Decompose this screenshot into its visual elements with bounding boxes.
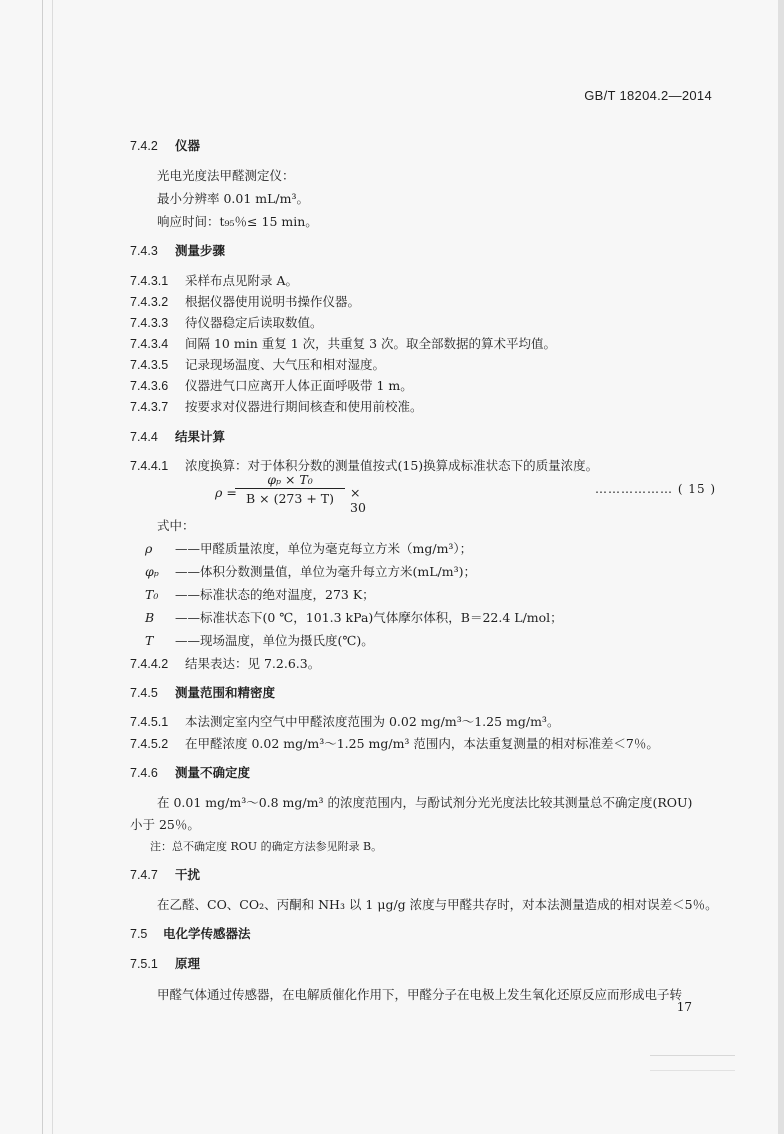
heading-7-4-4: [130, 427, 225, 445]
variable-symbol: T₀: [145, 587, 159, 602]
formula-multiplier: × 30: [350, 485, 366, 515]
variable-symbol: φₚ: [145, 564, 159, 579]
heading-7-4-7: [130, 865, 200, 883]
definition-row: [145, 585, 375, 603]
definition-row: [145, 631, 374, 649]
section-number: 7.4.7: [130, 868, 158, 882]
step-item: [130, 376, 413, 394]
step-number: 7.4.3.7: [130, 400, 169, 414]
formula-fraction: [235, 472, 345, 506]
definition-row: [145, 539, 472, 557]
step-text: 待仪器稳定后读取数值。: [185, 315, 323, 330]
section-title: 干扰: [175, 868, 201, 882]
heading-7-4-2: [130, 136, 200, 154]
clause-text: 本法测定室内空气中甲醛浓度范围为 0.02 mg/m³～1.25 mg/m³。: [185, 714, 560, 729]
step-item: [130, 271, 298, 289]
step-number: 7.4.3.6: [130, 379, 169, 393]
step-item: [130, 355, 385, 373]
heading-7-4-6: [130, 763, 250, 781]
where-label: 式中：: [157, 518, 195, 533]
step-number: 7.4.3.1: [130, 274, 169, 288]
formula-lhs: ρ =: [215, 485, 237, 500]
section-title: 结果计算: [175, 430, 226, 444]
uncertainty-line-1: 在 0.01 mg/m³～0.8 mg/m³ 的浓度范围内，与酚试剂分光光度法比较其测量总不确定度(ROU): [157, 795, 693, 810]
footer-line: [650, 1070, 735, 1071]
section-number: 7.5: [130, 927, 148, 941]
section-title: 测量不确定度: [175, 766, 251, 780]
clause-7-4-5-1: [130, 712, 559, 730]
binding-line: [52, 0, 53, 1134]
section-number: 7.4.4: [130, 430, 158, 444]
step-number: 7.4.3.2: [130, 295, 169, 309]
footer-line: [650, 1055, 735, 1056]
section-number: 7.4.2: [130, 139, 158, 153]
principle-text: 甲醛气体通过传感器，在电解质催化作用下，甲醛分子在电极上发生氧化还原反应而形成电子转: [157, 987, 683, 1002]
clause-number: 7.4.5.2: [130, 737, 169, 751]
step-item: [130, 313, 323, 331]
heading-7-5: [130, 924, 251, 942]
clause-number: 7.4.4.1: [130, 459, 169, 473]
section-number: 7.4.5: [130, 686, 158, 700]
variable-description: ——现场温度，单位为摄氏度(℃)。: [175, 633, 374, 648]
clause-text: 结果表达：见 7.2.6.3。: [185, 656, 321, 671]
step-text: 记录现场温度、大气压和相对湿度。: [185, 357, 386, 372]
clause-text: 在甲醛浓度 0.02 mg/m³～1.25 mg/m³ 范围内，本法重复测量的相对标准差＜7％。: [185, 736, 659, 751]
step-item: [130, 334, 556, 352]
variable-symbol: B: [145, 610, 155, 625]
step-item: [130, 292, 360, 310]
step-number: 7.4.3.3: [130, 316, 169, 330]
step-text: 根据仪器使用说明书操作仪器。: [185, 294, 361, 309]
step-text: 间隔 10 min 重复 1 次，共重复 3 次。取全部数据的算术平均值。: [185, 336, 557, 351]
clause-7-4-4-1: [130, 456, 598, 474]
page-edge: [778, 0, 784, 1134]
instrument-line-3: 响应时间：t₉₅％≤ 15 min。: [157, 214, 318, 229]
section-title: 电化学传感器法: [163, 927, 251, 941]
step-text: 采样布点见附录 A。: [185, 273, 299, 288]
section-number: 7.5.1: [130, 957, 158, 971]
instrument-line-2: 最小分辨率 0.01 mL/m³。: [157, 191, 310, 206]
step-number: 7.4.3.5: [130, 358, 169, 372]
page-number: 17: [676, 1000, 692, 1014]
heading-7-4-5: [130, 683, 275, 701]
definition-row: [145, 608, 563, 626]
section-number: 7.4.6: [130, 766, 158, 780]
section-title: 测量范围和精密度: [175, 686, 276, 700]
clause-number: 7.4.4.2: [130, 657, 169, 671]
formula-numerator: φₚ × T₀: [235, 472, 345, 489]
variable-symbol: ρ: [145, 541, 153, 556]
heading-7-4-3: [130, 241, 225, 259]
section-title: 原理: [175, 957, 201, 971]
heading-7-5-1: [130, 954, 200, 972]
step-text: 按要求对仪器进行期间核查和使用前校准。: [185, 399, 423, 414]
clause-7-4-5-2: [130, 734, 659, 752]
formula-denominator: B × (273 + T): [246, 491, 334, 506]
variable-description: ——甲醛质量浓度，单位为毫克每立方米（mg/m³）；: [175, 541, 473, 556]
step-number: 7.4.3.4: [130, 337, 169, 351]
clause-7-4-4-2: [130, 654, 320, 672]
note: 注：总不确定度 ROU 的确定方法参见附录 B。: [150, 840, 383, 853]
section-title: 测量步骤: [175, 244, 226, 258]
uncertainty-line-2: 小于 25％。: [130, 817, 200, 832]
equation-number: ……………… ( 15 ): [595, 482, 717, 496]
step-text: 仪器进气口应离开人体正面呼吸带 1 m。: [185, 378, 413, 393]
section-number: 7.4.3: [130, 244, 158, 258]
variable-description: ——标准状态的绝对温度，273 K；: [175, 587, 375, 602]
variable-description: ——标准状态下(0 ℃，101.3 kPa)气体摩尔体积，B＝22.4 L/mol；: [175, 610, 563, 625]
instrument-line-1: 光电光度法甲醛测定仪：: [157, 168, 295, 183]
standard-number: GB/T 18204.2—2014: [584, 88, 712, 103]
clause-text: 浓度换算：对于体积分数的测量值按式(15)换算成标准状态下的质量浓度。: [185, 458, 599, 473]
clause-number: 7.4.5.1: [130, 715, 169, 729]
definition-row: [145, 562, 476, 580]
step-item: [130, 397, 423, 415]
variable-symbol: T: [145, 633, 154, 648]
section-title: 仪器: [175, 139, 201, 153]
interference-text: 在乙醛、CO、CO₂、丙酮和 NH₃ 以 1 μg/g 浓度与甲醛共存时，对本法测量造成的相对误差＜5％。: [157, 897, 718, 912]
variable-description: ——体积分数测量值，单位为毫升每立方米(mL/m³)；: [175, 564, 476, 579]
binding-line: [42, 0, 43, 1134]
